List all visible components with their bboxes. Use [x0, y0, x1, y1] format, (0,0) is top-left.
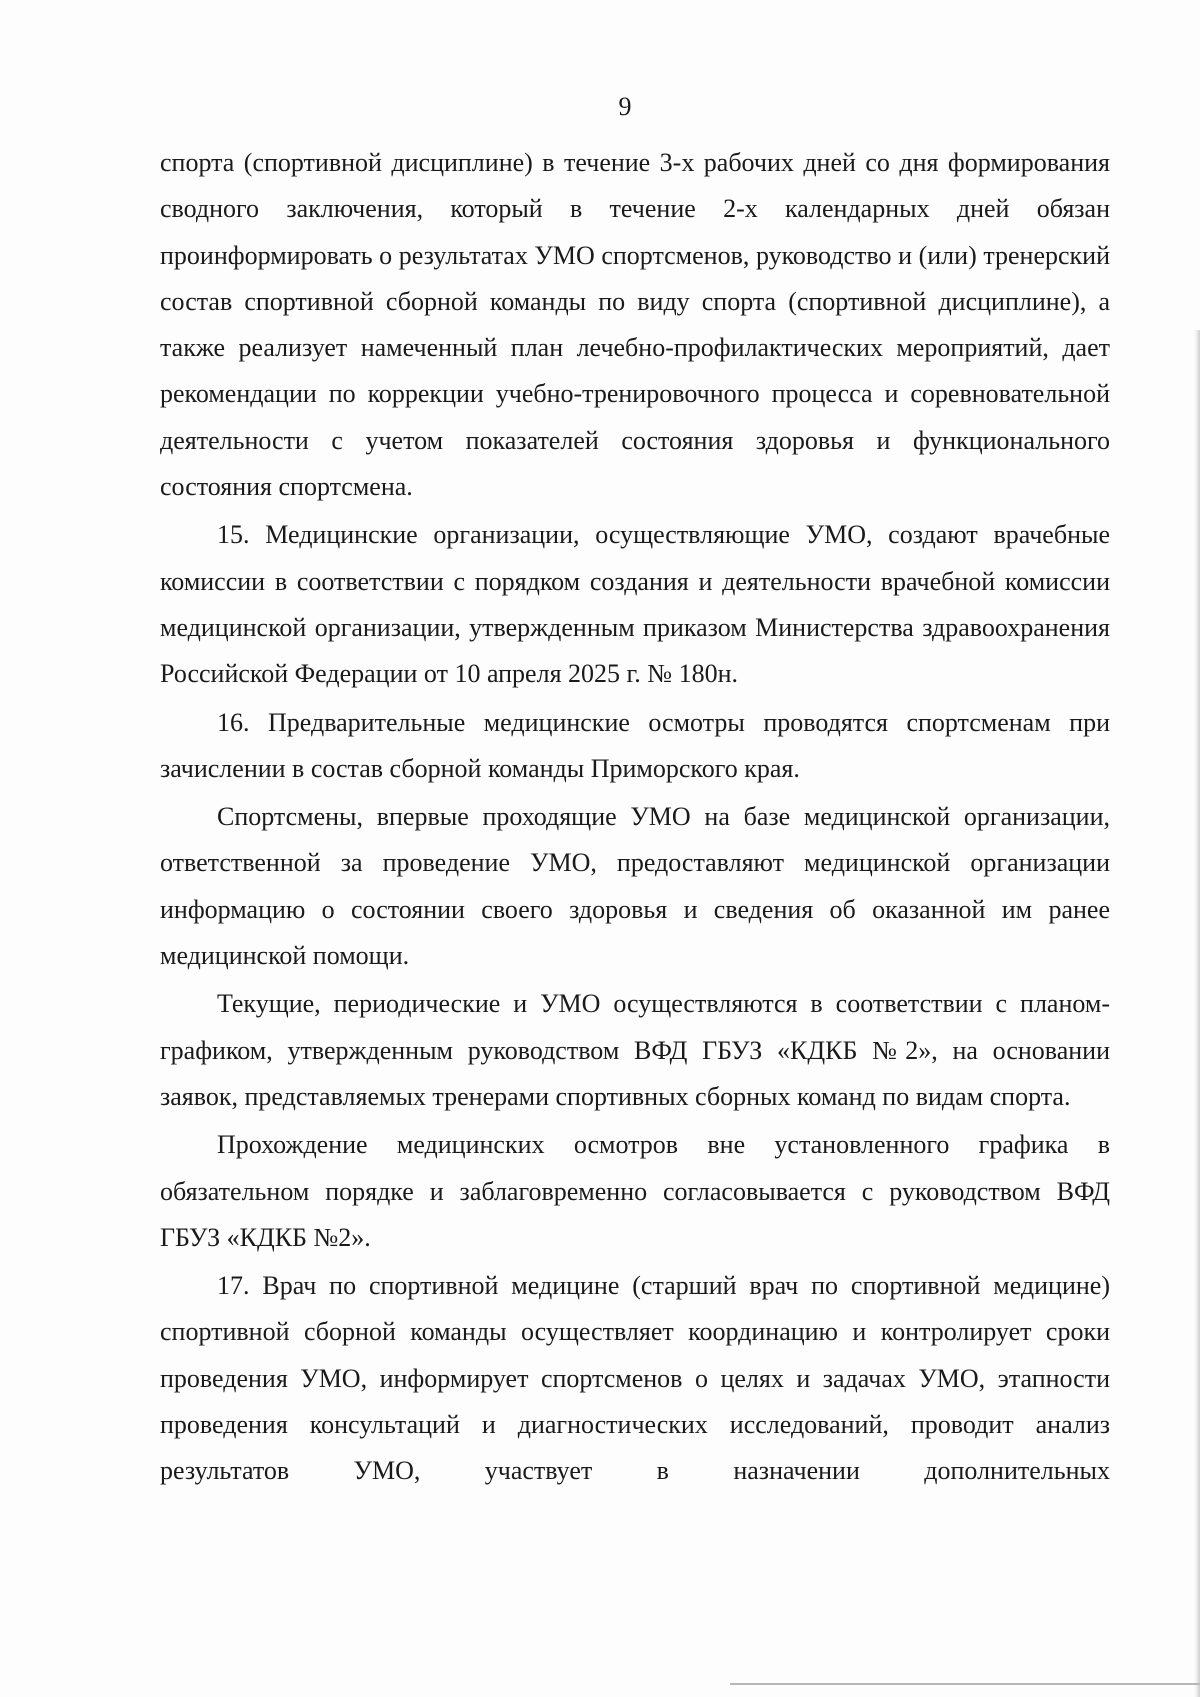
paragraph-16: 16. Предварительные медицинские осмотры проводятся спортсменам при зачислении в состав сборной команды Приморского края.	[160, 707, 1110, 783]
scan-edge-shadow	[1194, 330, 1200, 1697]
paragraph-schedule: Текущие, периодические и УМО осуществляются в соответствии с планом-графиком, утвержденным руководством ВФД ГБУЗ «КДКБ №2», на основании заявок, представляемых тренерами спортивных сборных команд по видам спорта.	[160, 989, 1110, 1111]
document-body	[160, 140, 1110, 1497]
paragraph-off-schedule: Прохождение медицинских осмотров вне установленного графика в обязательном порядке и заблаговременно согласовывается с руководством ВФД ГБУЗ «КДКБ №2».	[160, 1130, 1110, 1252]
paragraph-continuation: спорта (спортивной дисциплине) в течение 3-х рабочих дней со дня формирования сводного заключения, который в течение 2-х календарных дней обязан проинформировать о результатах УМО спортсменов, руководство и (или) тренерский состав спортивной сборной команды по виду спорта (спортивной дисциплине), а также реализует намеченный план лечебно-профилактических мероприятий, дает рекомендации по коррекции учебно-тренировочного процесса и соревновательной деятельности с учетом показателей состояния здоровья и функционального состояния спортсмена.	[160, 148, 1110, 502]
paragraph-17: 17. Врач по спортивной медицине (старший врач по спортивной медицине) спортивной сборной команды осуществляет координацию и контролирует сроки проведения УМО, информирует спортсменов о целях и задачах УМО, этапности проведения консультаций и диагностических исследований, проводит анализ результатов УМО, участвует в назначении дополнительных	[160, 1271, 1110, 1486]
scan-bottom-line	[730, 1683, 1200, 1685]
paragraph-first-time-athletes: Спортсмены, впервые проходящие УМО на базе медицинской организации, ответственной за проведение УМО, предоставляют медицинской организации информацию о состоянии своего здоровья и сведения об оказанной им ранее медицинской помощи.	[160, 802, 1110, 971]
paragraph-15: 15. Медицинские организации, осуществляющие УМО, создают врачебные комиссии в соответствии с порядком создания и деятельности врачебной комиссии медицинской организации, утвержденным приказом Министерства здравоохранения Российской Федерации от 10 апреля 2025 г. № 180н.	[160, 520, 1110, 689]
page-number: 9	[618, 92, 632, 121]
